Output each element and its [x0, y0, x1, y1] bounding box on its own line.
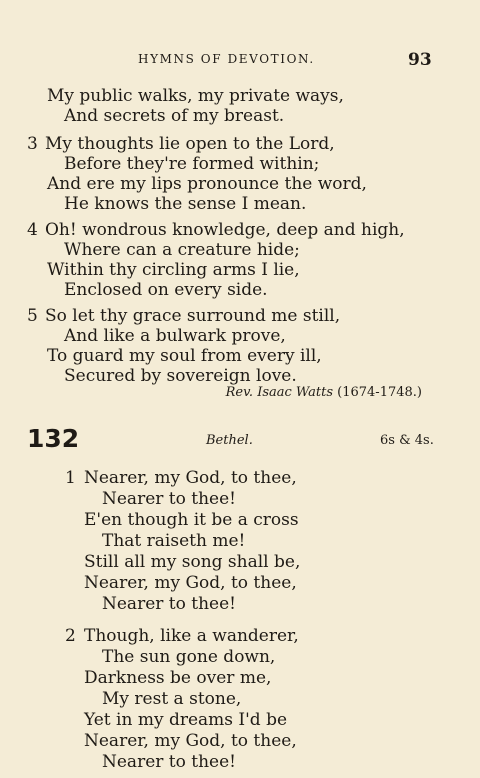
- hymn-number: 132: [27, 424, 80, 453]
- verse-line: Still all my song shall be,: [84, 552, 301, 572]
- verse-line: And ere my lips pronounce the word,: [47, 174, 367, 194]
- verse-line: Within thy circling arms I lie,: [47, 260, 300, 280]
- page-number: 93: [408, 50, 432, 70]
- verse-line: Where can a creature hide;: [64, 240, 300, 260]
- verse-line: Nearer to thee!: [102, 594, 236, 614]
- stanza-number: 2: [65, 626, 76, 646]
- verse-line: Nearer to thee!: [102, 752, 236, 772]
- author-name: Rev. Isaac Watts: [225, 385, 334, 400]
- verse-line: Darkness be over me,: [84, 668, 272, 688]
- verse-line: Nearer, my God, to thee,: [84, 573, 297, 593]
- stanza-number: 1: [65, 468, 76, 488]
- verse-line: Oh! wondrous knowledge, deep and high,: [45, 220, 405, 240]
- verse-line: Nearer, my God, to thee,: [84, 731, 297, 751]
- hymn-header: [0, 424, 480, 454]
- author-dates: (1674-1748.): [337, 385, 422, 400]
- hymn-meter: 6s & 4s.: [380, 433, 434, 448]
- verse-line: So let thy grace surround me still,: [45, 306, 341, 326]
- verse-line: The sun gone down,: [102, 647, 276, 667]
- verse-line: To guard my soul from every ill,: [47, 346, 322, 366]
- verse-line: E'en though it be a cross: [84, 510, 299, 530]
- verse-line: And like a bulwark prove,: [64, 326, 286, 346]
- verse-line: Nearer, my God, to thee,: [84, 468, 297, 488]
- verse-line: He knows the sense I mean.: [64, 194, 307, 214]
- stanza-number: 4: [27, 220, 38, 240]
- verse-line: Though, like a wanderer,: [84, 626, 299, 646]
- verse-line: Enclosed on every side.: [64, 280, 268, 300]
- hymn-attribution: [226, 385, 422, 400]
- verse-line: My thoughts lie open to the Lord,: [45, 134, 335, 154]
- verse-line: And secrets of my breast.: [64, 106, 285, 126]
- verse-line: Before they're formed within;: [64, 154, 320, 174]
- stanza-number: 3: [27, 134, 38, 154]
- verse-line: Nearer to thee!: [102, 489, 236, 509]
- verse-line: Secured by sovereign love.: [64, 366, 297, 386]
- tune-name: Bethel.: [206, 433, 253, 448]
- running-head: [0, 50, 480, 70]
- verse-line: My public walks, my private ways,: [47, 86, 344, 106]
- stanza-number: 5: [27, 306, 38, 326]
- running-title: HYMNS OF DEVOTION.: [138, 52, 315, 66]
- verse-line: That raiseth me!: [102, 531, 246, 551]
- verse-line: Yet in my dreams I'd be: [84, 710, 288, 730]
- verse-line: My rest a stone,: [102, 689, 242, 709]
